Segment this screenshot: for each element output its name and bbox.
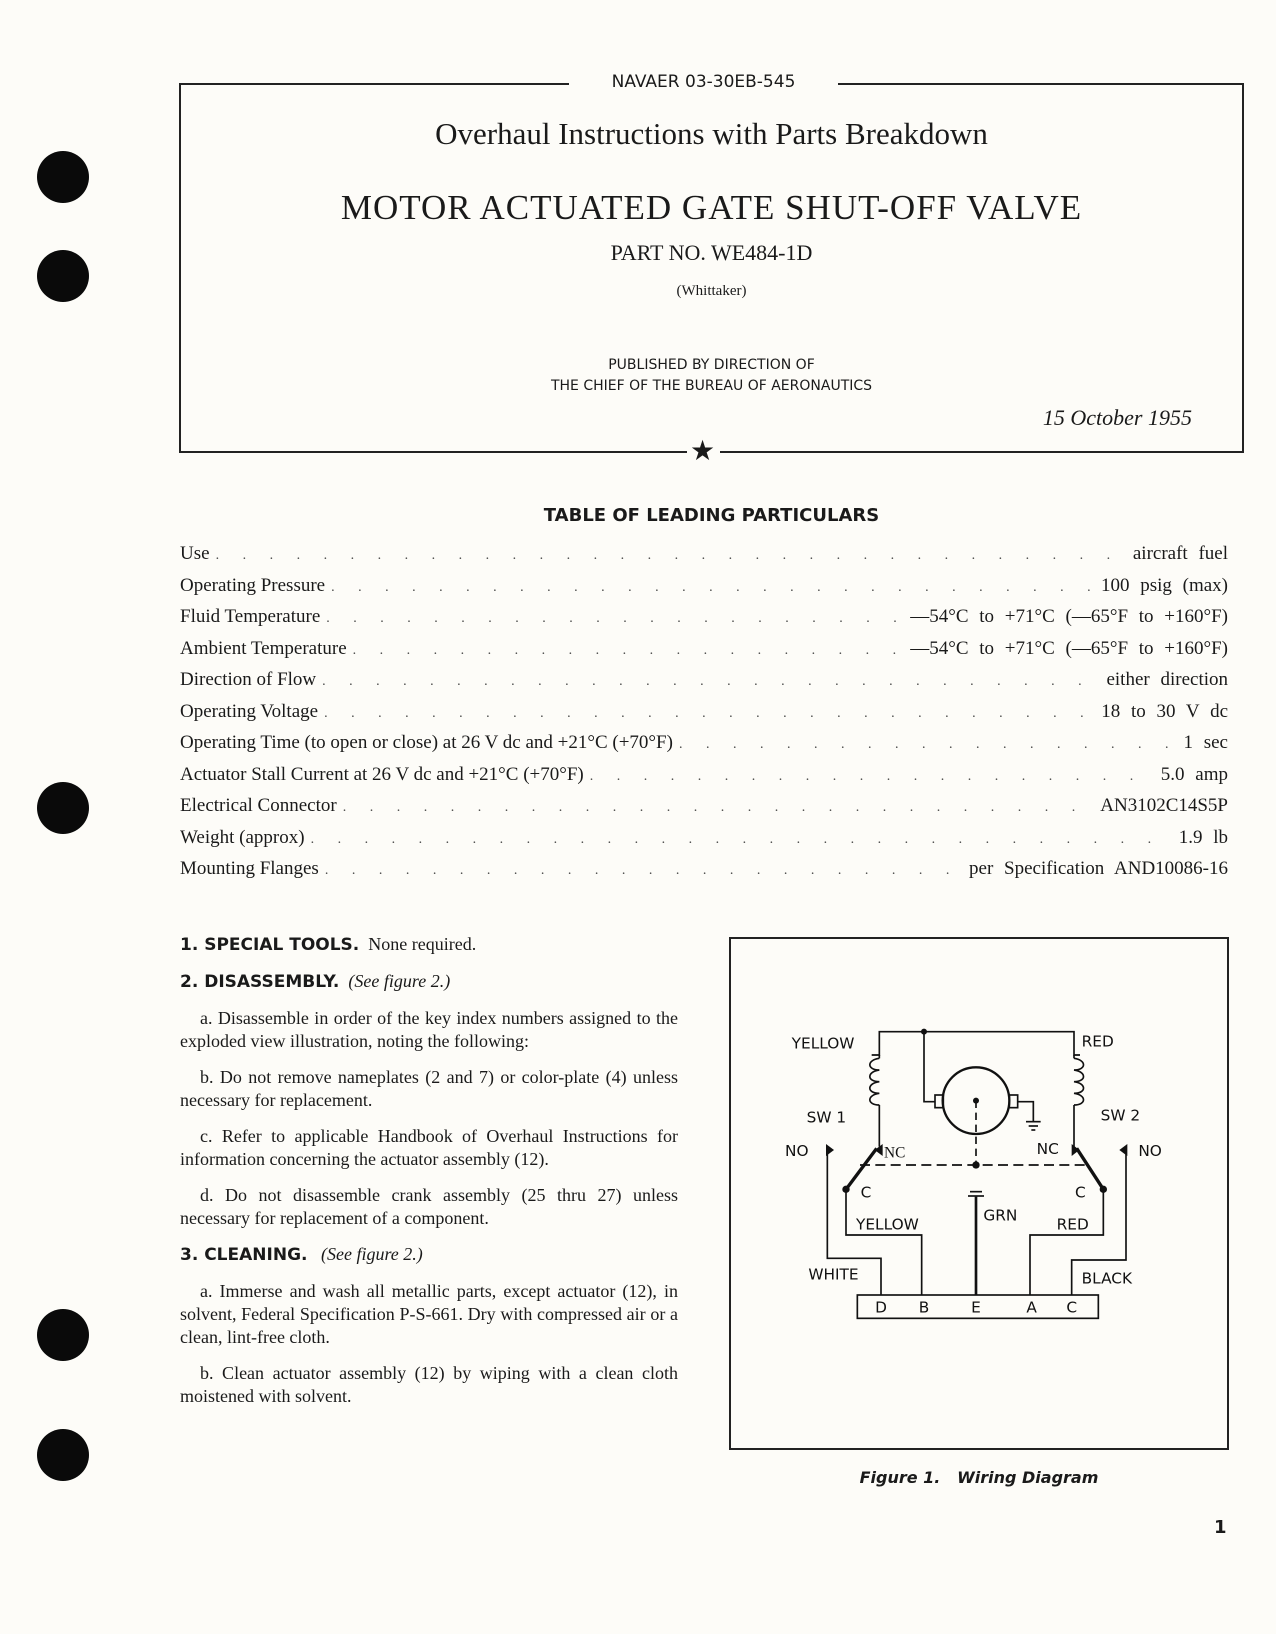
particulars-row — [180, 606, 1228, 636]
particulars-row — [180, 764, 1228, 794]
particular-label: Ambient Temperature — [180, 637, 347, 659]
doc-title: Overhaul Instructions with Parts Breakdown — [435, 116, 988, 151]
frame-top-right — [838, 83, 1244, 85]
publication-date: 15 October 1955 — [1042, 405, 1192, 430]
pin-b: B — [918, 1298, 930, 1317]
particulars-row — [180, 795, 1228, 825]
particulars-row — [180, 701, 1228, 731]
particular-value: 18 to 30 V dc — [1101, 700, 1228, 722]
published-line-1: PUBLISHED BY DIRECTION OF — [608, 357, 815, 373]
label-white: WHITE — [808, 1265, 859, 1284]
label-nc-left: NC — [884, 1144, 906, 1162]
particulars-row — [180, 732, 1228, 762]
pin-a: A — [1026, 1298, 1037, 1317]
frame-bottom-right — [720, 451, 1244, 453]
coil-sw2 — [1074, 1055, 1084, 1147]
label-red-top: RED — [1081, 1032, 1114, 1051]
particular-value: per Specification AND10086-16 — [969, 858, 1228, 879]
particulars-row — [180, 543, 1228, 573]
section-2-heading: 2. DISASSEMBLY. — [180, 972, 340, 992]
particular-value: 100 psig (max) — [1100, 574, 1228, 596]
label-yellow-top: YELLOW — [791, 1034, 855, 1053]
label-grn: GRN — [983, 1206, 1018, 1225]
leader-dots — [324, 706, 1095, 722]
leader-dots — [325, 863, 963, 879]
section-2-b: b. Do not remove nameplates (2 and 7) or color-plate (4) unless necessary for replacement. — [180, 1067, 678, 1110]
leader-dots — [326, 611, 904, 627]
particular-label: Operating Voltage — [180, 700, 319, 722]
subject-title: MOTOR ACTUATED GATE SHUT-OFF VALVE — [340, 188, 1083, 227]
page-number: 1 — [1214, 1517, 1227, 1538]
particular-label: Electrical Connector — [180, 795, 337, 816]
body-text — [180, 933, 678, 1421]
section-2-ref: (See figure 2.) — [348, 971, 451, 991]
binder-hole — [37, 151, 89, 203]
particular-value: either direction — [1106, 669, 1228, 690]
particulars-row — [180, 575, 1228, 605]
label-sw1: SW 1 — [806, 1108, 847, 1127]
section-2-a: a. Disassemble in order of the key index numbers assigned to the exploded view illustration, noting the following: — [180, 1008, 678, 1051]
star-icon: ★ — [690, 434, 716, 467]
pin-c: C — [1066, 1298, 1078, 1317]
no-contact-right — [1119, 1144, 1127, 1156]
binder-hole — [37, 782, 89, 834]
binder-hole — [37, 250, 89, 302]
particular-value: 1 sec — [1183, 732, 1228, 753]
particular-label: Weight (approx) — [180, 826, 305, 848]
switch-1-arm — [846, 1148, 877, 1189]
particulars-title: TABLE OF LEADING PARTICULARS — [543, 505, 880, 526]
pin-e: E — [971, 1298, 981, 1317]
motor-ground-wire — [1018, 1102, 1034, 1122]
leader-dots — [590, 769, 1155, 785]
motor-feed-wire — [924, 1032, 935, 1102]
published-line-2: THE CHIEF OF THE BUREAU OF AERONAUTICS — [550, 378, 873, 394]
manufacturer: (Whittaker) — [676, 283, 747, 299]
leader-dots — [353, 643, 905, 659]
pin-d: D — [875, 1298, 887, 1317]
leader-dots — [216, 548, 1127, 564]
figure-caption: Figure 1. Wiring Diagram — [859, 1468, 1099, 1487]
label-black: BLACK — [1081, 1269, 1133, 1288]
particular-label: Fluid Temperature — [180, 606, 321, 627]
nc-contact-right — [1072, 1144, 1080, 1156]
label-yellow-bottom: YELLOW — [856, 1215, 919, 1234]
section-3-b: b. Clean actuator assembly (12) by wiping with a clean cloth moistened with solvent. — [180, 1363, 678, 1406]
leader-dots — [343, 800, 1095, 816]
motor-brush-right — [1009, 1095, 1017, 1108]
label-nc-right: NC — [1036, 1140, 1059, 1158]
label-c-left: C — [860, 1183, 872, 1202]
section-1-heading: 1. SPECIAL TOOLS. — [180, 935, 360, 955]
no-contact-left — [826, 1144, 834, 1156]
part-number: PART NO. WE484-1D — [610, 240, 813, 265]
label-c-right: C — [1075, 1183, 1086, 1202]
section-2-c: c. Refer to applicable Handbook of Overhaul Instructions for information concerning the actuator assembly (12). — [180, 1126, 678, 1169]
doc-number: NAVAER 03-30EB-545 — [611, 72, 796, 92]
particulars-row — [180, 858, 1228, 888]
binder-hole — [37, 1429, 89, 1481]
particulars-row — [180, 669, 1228, 699]
particular-value: —54°C to +71°C (—65°F to +160°F) — [910, 637, 1228, 659]
particular-label: Operating Time (to open or close) at 26 V dc and +21°C (+70°F) — [180, 732, 673, 753]
section-3-ref: (See figure 2.) — [320, 1244, 423, 1264]
leader-dots — [331, 580, 1095, 596]
particular-value: 1.9 lb — [1178, 826, 1228, 848]
leader-dots — [311, 832, 1173, 848]
leader-dots — [679, 737, 1178, 753]
particulars-row — [180, 827, 1228, 857]
section-1-text: None required. — [368, 934, 477, 954]
section-3-a: a. Immerse and wash all metallic parts, except actuator (12), in solvent, Federal Specification P-S-661. Dry with compressed air or a clean, lint-free cloth. — [180, 1281, 678, 1347]
particular-label: Direction of Flow — [180, 669, 317, 690]
label-no-left: NO — [785, 1142, 809, 1160]
top-bus-wire — [872, 1032, 1080, 1055]
coil-sw1 — [870, 1055, 880, 1147]
particulars-row — [180, 638, 1228, 668]
particular-value: AN3102C14S5P — [1100, 795, 1228, 816]
particular-value: 5.0 amp — [1160, 763, 1228, 785]
section-2-d: d. Do not disassemble crank assembly (25 thru 27) unless necessary for replacement of a component. — [180, 1185, 678, 1228]
binder-hole — [37, 1309, 89, 1361]
switch-2-arm — [1077, 1148, 1104, 1189]
wiring-diagram — [720, 930, 1180, 1350]
frame-bottom-left — [179, 451, 687, 453]
label-sw2: SW 2 — [1100, 1106, 1141, 1125]
particular-label: Mounting Flanges — [180, 858, 319, 879]
label-red-bottom: RED — [1056, 1215, 1089, 1234]
particular-label: Use — [180, 543, 210, 564]
section-3-heading: 3. CLEANING. — [180, 1245, 308, 1265]
particular-label: Actuator Stall Current at 26 V dc and +21°C (+70°F) — [180, 763, 584, 785]
leader-dots — [322, 674, 1100, 690]
particular-value: —54°C to +71°C (—65°F to +160°F) — [910, 606, 1228, 627]
frame-top-left — [179, 83, 569, 85]
label-no-right: NO — [1138, 1142, 1162, 1160]
particular-value: aircraft fuel — [1132, 543, 1228, 564]
particular-label: Operating Pressure — [180, 574, 326, 596]
